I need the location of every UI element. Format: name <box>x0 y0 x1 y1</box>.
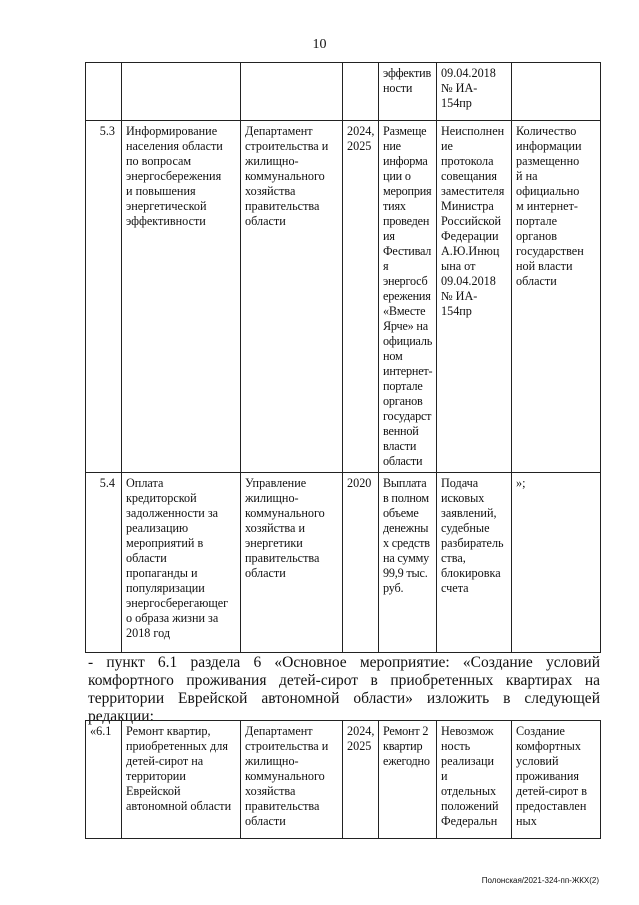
table-row <box>86 473 601 653</box>
measure-executor: Департамент строительства и жилищно- коммунального хозяйства правительства области <box>241 121 343 473</box>
measure-indicator <box>512 63 601 121</box>
amendment-paragraph: - пункт 6.1 раздела 6 «Основное мероприятие: «Создание условий комфортного проживания детей-сирот в приобретенных квартирах на территории Еврейской автономной области» изложить в следующей редакции: <box>88 654 600 725</box>
measure-planned-result: Ремонт 2 квартир ежегодно <box>379 721 437 839</box>
measure-name: Оплата кредиторской задолженности за реализацию мероприятий в области пропаганды и популяризации энергосберегающег о образа жизни за 2018 год <box>122 473 241 653</box>
row-number: «6.1 <box>86 721 122 839</box>
measures-table <box>85 62 601 653</box>
measure-status: 09.04.2018 № ИА- 154пр <box>437 63 512 121</box>
measure-name: Ремонт квартир, приобретенных для детей-сирот на территории Еврейской автономной области <box>122 721 241 839</box>
measure-planned-result: Выплата в полном объеме денежны х средств на сумму 99,9 тыс. руб. <box>379 473 437 653</box>
row-number <box>86 63 122 121</box>
measure-executor: Департамент строительства и жилищно- коммунального хозяйства правительства области <box>241 721 343 839</box>
measure-executor: Управление жилищно- коммунального хозяйства и энергетики правительства области <box>241 473 343 653</box>
document-footer-code: Полонская/2021-324-пп-ЖКХ(2) <box>481 876 599 885</box>
table-row <box>86 721 601 839</box>
measure-years <box>343 63 379 121</box>
measure-status: Подача исковых заявлений, судебные разбиратель ства, блокировка счета <box>437 473 512 653</box>
measure-name: Информирование населения области по вопросам энергосбережения и повышения энергетической эффективности <box>122 121 241 473</box>
table-row <box>86 121 601 473</box>
measure-planned-result: Размеще ние информа ции о мероприя тиях проведен ия Фестивал я энергосб ережения «Вместе Ярче» на официаль ном интернет- портале органов государст венной власти области <box>379 121 437 473</box>
measure-planned-result: эффектив ности <box>379 63 437 121</box>
measure-indicator: »; <box>512 473 601 653</box>
measures-table-new-edition <box>85 720 601 839</box>
row-number: 5.3 <box>86 121 122 473</box>
table-row <box>86 63 601 121</box>
measure-years: 2024, 2025 <box>343 721 379 839</box>
row-number: 5.4 <box>86 473 122 653</box>
page-number: 10 <box>312 37 327 52</box>
measure-years: 2024, 2025 <box>343 121 379 473</box>
measure-indicator: Количество информации размещенно й на официально м интернет- портале органов государствен ной власти области <box>512 121 601 473</box>
measure-status: Неисполнен ие протокола совещания заместителя Министра Российской Федерации А.Ю.Инюц ына от 09.04.2018 № ИА- 154пр <box>437 121 512 473</box>
measure-name <box>122 63 241 121</box>
measure-status: Невозмож ность реализаци и отдельных положений Федеральн <box>437 721 512 839</box>
measure-indicator: Создание комфортных условий проживания детей-сирот в предоставлен ных <box>512 721 601 839</box>
measure-years: 2020 <box>343 473 379 653</box>
measure-executor <box>241 63 343 121</box>
